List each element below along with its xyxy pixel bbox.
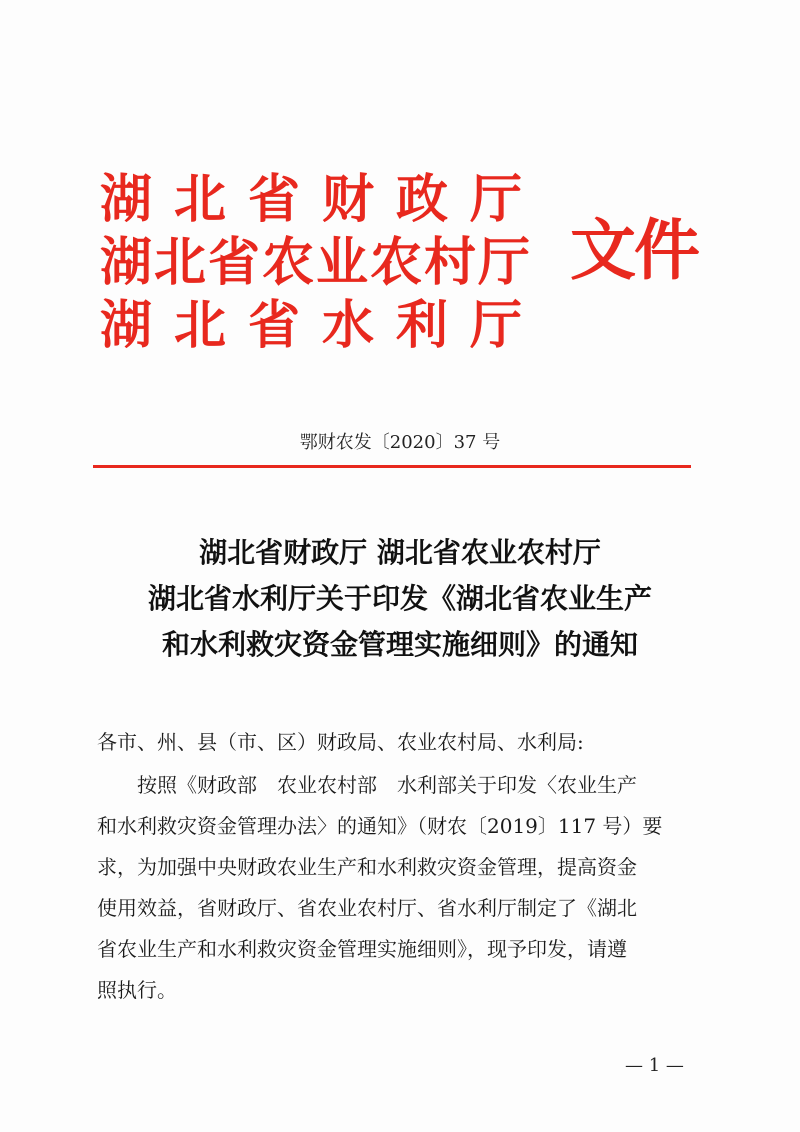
title-line-2: 湖北省水利厅关于印发《湖北省农业生产: [147, 582, 652, 615]
document-number: 鄂财农发〔2020〕37 号: [299, 432, 501, 453]
body-line: 求，为加强中央财政农业生产和水利救灾资金管理，提高资金: [97, 855, 637, 879]
document-body: [97, 722, 697, 1011]
body-line: 省农业生产和水利救灾资金管理实施细则》，现予印发，请遵: [97, 937, 627, 961]
body-line: 和水利救灾资金管理办法〉的通知》（财农〔2019〕117 号）要: [97, 814, 663, 838]
document-type-label: 文件: [570, 211, 698, 289]
title-line-1: 湖北省财政厅 湖北省农业农村厅: [199, 536, 601, 569]
body-line: 照执行。: [97, 978, 177, 1002]
document-title: [100, 530, 700, 668]
issuing-org-finance: 湖北省财政厅: [100, 169, 545, 230]
red-divider: [93, 465, 691, 468]
document-header: [100, 170, 700, 360]
body-line: 使用效益，省财政厅、省农业农村厅、省水利厅制定了《湖北: [97, 896, 637, 920]
addressee-line: 各市、州、县（市、区）财政局、农业农村局、水利局:: [97, 730, 584, 754]
body-line: 按照《财政部 农业农村部 水利部关于印发〈农业生产: [137, 773, 637, 797]
page-number: — 1 —: [625, 1055, 684, 1076]
title-line-3: 和水利救灾资金管理实施细则》的通知: [161, 628, 638, 661]
issuing-org-water: 湖北省水利厅: [100, 295, 545, 356]
issuing-org-agriculture: 湖北省农业农村厅: [100, 232, 533, 293]
